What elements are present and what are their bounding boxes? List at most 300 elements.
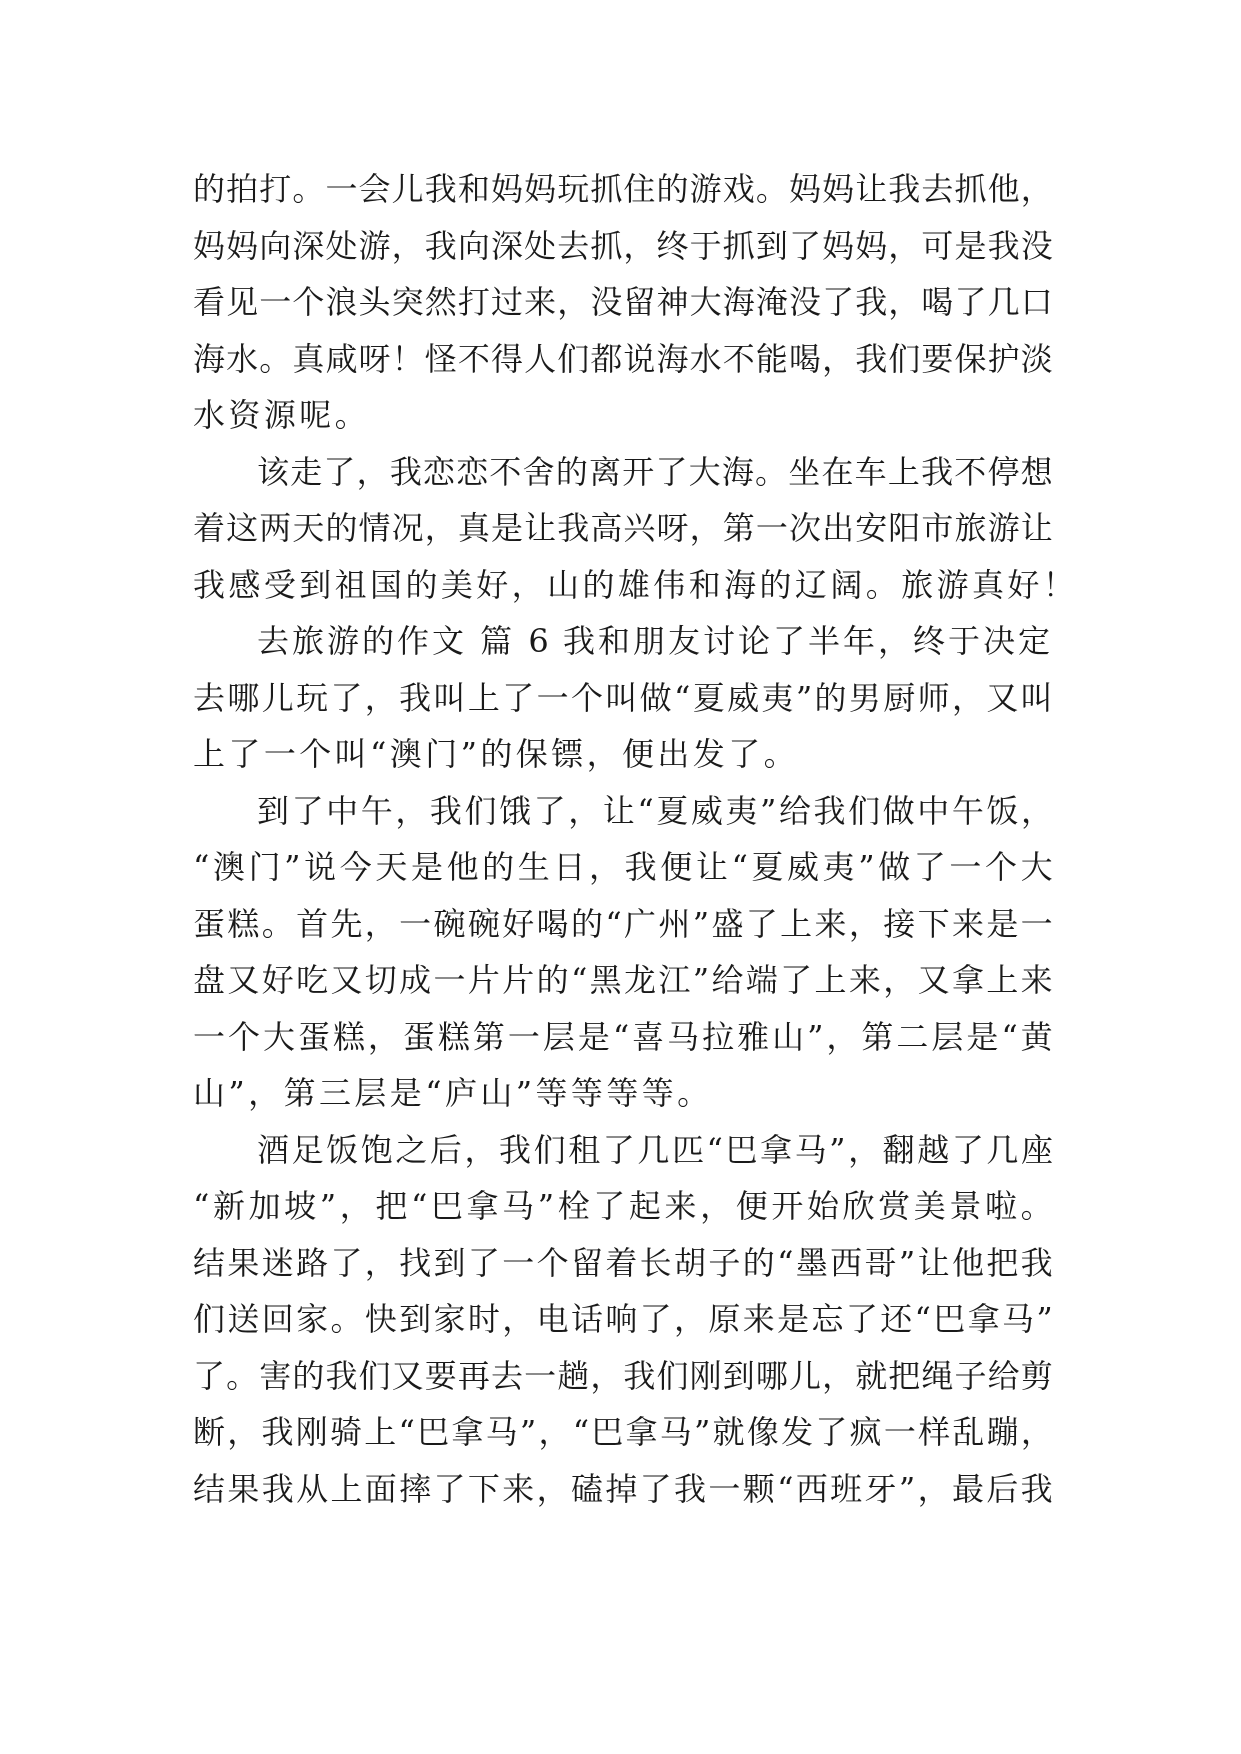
char: 恋: [423, 452, 456, 491]
char: 了: [533, 791, 566, 830]
char: 和: [688, 565, 721, 604]
char: 上: [193, 735, 226, 773]
char: ，: [917, 1469, 950, 1508]
char: 后: [429, 1130, 462, 1169]
char: 。: [1020, 1187, 1053, 1225]
char: ，: [590, 1356, 623, 1395]
char: 啦: [985, 1187, 1018, 1225]
char: 黄: [1020, 1017, 1053, 1056]
char: 雄: [617, 565, 650, 604]
char: 刚: [295, 1413, 328, 1451]
char: 人: [524, 339, 557, 378]
char: 家: [433, 1300, 466, 1338]
char: 一: [536, 678, 569, 717]
char: 们: [358, 1356, 391, 1395]
char: 们: [656, 1356, 689, 1395]
char: 马: [659, 1413, 692, 1451]
char: 刚: [689, 1356, 722, 1395]
char: 呀: [358, 339, 391, 378]
char: “: [706, 1130, 723, 1169]
char: 巴: [591, 1413, 624, 1451]
char: 拿: [951, 961, 984, 999]
char: 护: [987, 339, 1020, 378]
char: 海: [724, 565, 757, 604]
char: 了: [745, 904, 778, 943]
char: 疯: [849, 1413, 882, 1451]
char: 好: [476, 565, 509, 604]
char: ，: [826, 1017, 859, 1056]
char: ，: [888, 283, 921, 321]
char: ，: [623, 226, 656, 265]
char: 日: [553, 848, 586, 886]
char: 栓: [557, 1187, 590, 1225]
char: 情: [358, 509, 391, 547]
text-line: [193, 839, 1053, 896]
char: 匹: [671, 1130, 704, 1169]
char: 电: [536, 1300, 569, 1338]
text-line: [193, 952, 1053, 1009]
char: 着: [605, 1243, 638, 1282]
char: 等: [535, 1074, 568, 1112]
char: 住: [623, 170, 656, 208]
char: 原: [708, 1300, 741, 1338]
char: 盛: [711, 904, 744, 943]
char: 况: [391, 509, 424, 547]
char: 切: [364, 961, 397, 999]
char: 了: [330, 678, 363, 717]
char: 碗: [467, 904, 500, 943]
char: 下: [467, 1469, 500, 1508]
char: 然: [424, 283, 457, 321]
char: 。: [763, 735, 796, 773]
char: 保: [954, 339, 987, 378]
char: ”: [898, 1469, 916, 1508]
char: 快: [364, 1300, 397, 1338]
char: 发: [781, 1413, 814, 1451]
char: 上: [780, 904, 813, 943]
char: 乱: [952, 1413, 985, 1451]
char: 新: [212, 1187, 245, 1225]
char: 哪: [755, 1356, 788, 1395]
char: 起: [628, 1187, 661, 1225]
char: 游: [689, 170, 722, 208]
char: 饱: [360, 1130, 393, 1169]
char: 。: [292, 170, 325, 208]
char: 回: [261, 1300, 294, 1338]
char: 儿: [261, 678, 294, 717]
char: ”: [228, 1074, 245, 1112]
char: 的: [759, 565, 792, 604]
char: 座: [1020, 1130, 1053, 1169]
char: 层: [931, 1017, 964, 1056]
char: ”: [760, 791, 777, 830]
char: 了: [291, 791, 324, 830]
char: 夷: [725, 791, 758, 830]
char: 把: [986, 1243, 1019, 1282]
char: 处: [325, 226, 358, 265]
char: 。: [755, 452, 788, 491]
char: ，: [822, 339, 855, 378]
char: 吃: [296, 961, 329, 999]
char: 去: [557, 226, 590, 265]
char: 样: [918, 1413, 951, 1451]
char: ，: [689, 509, 722, 547]
char: 马: [667, 1017, 700, 1056]
char: ，: [557, 283, 590, 321]
char: 天: [292, 509, 325, 547]
char: 上: [986, 961, 1019, 999]
char: 坡: [284, 1187, 317, 1225]
char: 果: [227, 1243, 260, 1282]
char: 的: [482, 848, 515, 886]
char: 深: [490, 226, 523, 265]
char: 饭: [986, 791, 1019, 830]
char: ”: [692, 904, 710, 943]
char: “: [914, 1300, 931, 1338]
char: 来: [951, 904, 984, 943]
char: 找: [399, 1243, 432, 1282]
text-line: [193, 331, 1053, 388]
char: 巴: [725, 1130, 758, 1169]
char: 一: [399, 904, 432, 943]
char: 喝: [788, 339, 821, 378]
char: ，: [364, 1243, 397, 1282]
char: 马: [1001, 1300, 1034, 1338]
char: 果: [227, 1469, 260, 1508]
char: 生: [517, 848, 550, 886]
char: 戏: [722, 170, 755, 208]
char: 兴: [623, 509, 656, 547]
char: ！: [391, 339, 424, 378]
char: 没: [1020, 226, 1053, 265]
char: 江: [658, 961, 691, 999]
char: 像: [746, 1413, 779, 1451]
char: 的: [814, 678, 847, 717]
char: 市: [921, 509, 954, 547]
char: 和: [457, 170, 490, 208]
char: 还: [880, 1300, 913, 1338]
char: 饭: [326, 1130, 359, 1169]
char: ，: [424, 509, 457, 547]
char: ”: [537, 1187, 555, 1225]
char: 美: [913, 1187, 946, 1225]
char: 给: [987, 1356, 1020, 1395]
char: 拿: [466, 1187, 499, 1225]
char: 给: [778, 791, 811, 830]
char: 上: [887, 452, 920, 491]
char: 的: [570, 904, 603, 943]
char: 门: [425, 735, 458, 773]
char: 大: [1020, 848, 1053, 886]
char: 拍: [226, 170, 259, 208]
char: 一: [524, 1356, 557, 1395]
char: 山: [480, 1074, 513, 1112]
char: 拿: [451, 1413, 484, 1451]
char: 感: [228, 565, 261, 604]
char: 留: [570, 1243, 603, 1282]
section-text: 我和朋友讨论了半年，终于决定: [562, 622, 1053, 660]
char: 妈: [524, 170, 557, 208]
char: 让: [1020, 509, 1053, 547]
char: 海: [193, 339, 226, 378]
text-line: [193, 670, 1053, 727]
char: 又: [330, 961, 363, 999]
char: 了: [193, 1356, 226, 1395]
char: ，: [848, 904, 881, 943]
char: 便: [621, 735, 654, 773]
char: 妈: [855, 226, 888, 265]
char: 。: [259, 339, 292, 378]
char: 让: [855, 170, 888, 208]
char: 们: [193, 1300, 226, 1338]
char: 于: [689, 226, 722, 265]
char: “: [193, 1187, 210, 1225]
char: 坐: [788, 452, 821, 491]
char: ”: [795, 678, 813, 717]
char: 真: [971, 565, 1004, 604]
char: 了: [639, 1300, 672, 1338]
char: 打: [259, 170, 292, 208]
char: “: [572, 1413, 590, 1451]
char: 迷: [261, 1243, 294, 1282]
char: 巴: [430, 1187, 463, 1225]
char: 我: [813, 791, 846, 830]
text-line: [193, 274, 1053, 331]
char: ”: [692, 961, 710, 999]
char: 深: [292, 226, 325, 265]
char: 拿: [760, 1130, 793, 1169]
char: 神: [656, 283, 689, 321]
char: 一: [883, 1413, 916, 1451]
char: 可: [921, 226, 954, 265]
char: ，: [227, 1413, 260, 1451]
char: 害: [259, 1356, 292, 1395]
char: 水: [193, 396, 226, 434]
char: 马: [794, 1130, 827, 1169]
char: 一: [193, 1017, 226, 1056]
char: 我: [921, 452, 954, 491]
char: 们: [888, 339, 921, 378]
char: 一: [507, 1017, 540, 1056]
char: 西: [830, 1243, 863, 1282]
char: 个: [536, 1243, 569, 1282]
char: 的: [480, 735, 513, 773]
char: 等: [570, 1074, 603, 1112]
char: ，: [1020, 1413, 1053, 1451]
char: 山: [193, 1074, 226, 1112]
char: 长: [639, 1243, 672, 1282]
char: 剪: [1020, 1356, 1053, 1395]
char: 安: [855, 509, 888, 547]
char: 旅: [901, 565, 934, 604]
char: 出: [657, 735, 690, 773]
char: 午: [360, 791, 393, 830]
char: 摔: [399, 1469, 432, 1508]
char: 门: [248, 848, 281, 886]
char: 上: [467, 678, 500, 717]
char: 让: [695, 848, 728, 886]
section-title: 去旅游的作文 篇 6: [257, 622, 552, 660]
char: 等: [606, 1074, 639, 1112]
text-line: [193, 1235, 1053, 1292]
char: 马: [485, 1413, 518, 1451]
text-line: [193, 1009, 1053, 1066]
char: 旅: [954, 509, 987, 547]
char: ”: [829, 1130, 846, 1169]
char: 做: [639, 678, 672, 717]
text-line: [193, 1404, 1053, 1461]
char: 班: [830, 1469, 863, 1508]
char: 发: [692, 735, 725, 773]
char: 夷: [822, 848, 855, 886]
char: 。: [226, 1356, 259, 1395]
char: 浪: [325, 283, 358, 321]
char: ，: [248, 1074, 281, 1112]
char: 把: [375, 1187, 408, 1225]
char: 想: [1020, 452, 1053, 491]
char: 看: [193, 283, 226, 321]
char: 的: [193, 170, 226, 208]
char: 拿: [967, 1300, 1000, 1338]
char: 阳: [888, 509, 921, 547]
char: 我: [424, 170, 457, 208]
char: ，: [364, 678, 397, 717]
char: 水: [226, 339, 259, 378]
char: 向: [259, 226, 292, 265]
char: 喝: [536, 904, 569, 943]
char: ”: [858, 848, 875, 886]
text-line: [193, 387, 1053, 444]
char: 路: [296, 1243, 329, 1282]
char: 之: [395, 1130, 428, 1169]
char: 巴: [933, 1300, 966, 1338]
char: 哥: [864, 1243, 897, 1282]
char: 的: [536, 961, 569, 999]
char: ，: [356, 452, 389, 491]
char: 的: [656, 170, 689, 208]
char: ，: [674, 1300, 707, 1338]
char: ”: [1036, 1300, 1053, 1338]
char: 又: [986, 678, 1019, 717]
text-line: [193, 557, 1075, 614]
char: 儿: [788, 1356, 821, 1395]
char: 伟: [653, 565, 686, 604]
char: “: [674, 678, 691, 717]
char: 饿: [499, 791, 532, 830]
char: 我: [193, 565, 226, 604]
char: 了: [433, 1469, 466, 1508]
char: 到: [399, 1300, 432, 1338]
char: 海: [656, 339, 689, 378]
char: 妈: [490, 170, 523, 208]
char: 我: [261, 1413, 294, 1451]
char: “: [425, 1074, 442, 1112]
char: ”: [319, 1187, 337, 1225]
char: 颗: [742, 1469, 775, 1508]
char: 了: [951, 1130, 984, 1169]
char: 。: [677, 1074, 710, 1112]
char: 广: [624, 904, 657, 943]
char: “: [731, 848, 748, 886]
char: 又: [227, 961, 260, 999]
char: 说: [304, 848, 337, 886]
char: 他: [446, 848, 479, 886]
char: 妈: [193, 226, 226, 265]
char: 夷: [761, 678, 794, 717]
char: 。: [755, 170, 788, 208]
char: 我: [389, 452, 422, 491]
char: 威: [690, 791, 723, 830]
char: 游: [936, 565, 969, 604]
char: 哪: [227, 678, 260, 717]
char: 了: [228, 735, 261, 773]
char: 来: [664, 1187, 697, 1225]
char: 威: [727, 678, 760, 717]
text-line: [193, 161, 1053, 218]
char: 先: [330, 904, 363, 943]
char: 呀: [656, 509, 689, 547]
char: 出: [822, 509, 855, 547]
char: 厨: [883, 678, 916, 717]
char: 的: [292, 1356, 325, 1395]
char: “: [612, 1017, 630, 1056]
char: 一: [263, 735, 296, 773]
char: 做: [878, 848, 911, 886]
char: 家: [296, 1300, 329, 1338]
char: 西: [795, 1469, 828, 1508]
char: 抓: [722, 226, 755, 265]
char: 好: [261, 961, 294, 999]
char: 碗: [433, 904, 466, 943]
char: 真: [457, 509, 490, 547]
char: 胡: [674, 1243, 707, 1282]
char: 赏: [878, 1187, 911, 1225]
char: 舍: [522, 452, 555, 491]
char: 层: [354, 1074, 387, 1112]
char: 大: [689, 283, 722, 321]
char: 墨: [795, 1243, 828, 1282]
char: 个: [985, 848, 1018, 886]
char: 不: [722, 339, 755, 378]
text-line: [193, 1461, 1053, 1518]
char: 妈: [226, 226, 259, 265]
char: 了: [788, 226, 821, 265]
char: 再: [457, 1356, 490, 1395]
text-line: [193, 218, 1053, 275]
char: 我: [399, 678, 432, 717]
char: 话: [570, 1300, 603, 1338]
char: 抓: [590, 226, 623, 265]
char: 面: [364, 1469, 397, 1508]
char: 结: [193, 1469, 226, 1508]
char: ，: [822, 1356, 855, 1395]
char: “: [777, 1243, 794, 1282]
char: 到: [257, 791, 290, 830]
char: 妈: [788, 170, 821, 208]
heading-gap: [552, 613, 563, 670]
char: 受: [263, 565, 296, 604]
char: 便: [735, 1187, 768, 1225]
char: 是: [954, 226, 987, 265]
char: 夏: [692, 678, 725, 717]
char: 镖: [551, 735, 584, 773]
char: 。: [330, 1300, 363, 1338]
char: 片: [467, 961, 500, 999]
char: 了: [593, 1187, 626, 1225]
char: 口: [1020, 283, 1053, 321]
char: 了: [728, 735, 761, 773]
char: 澳: [212, 848, 245, 886]
